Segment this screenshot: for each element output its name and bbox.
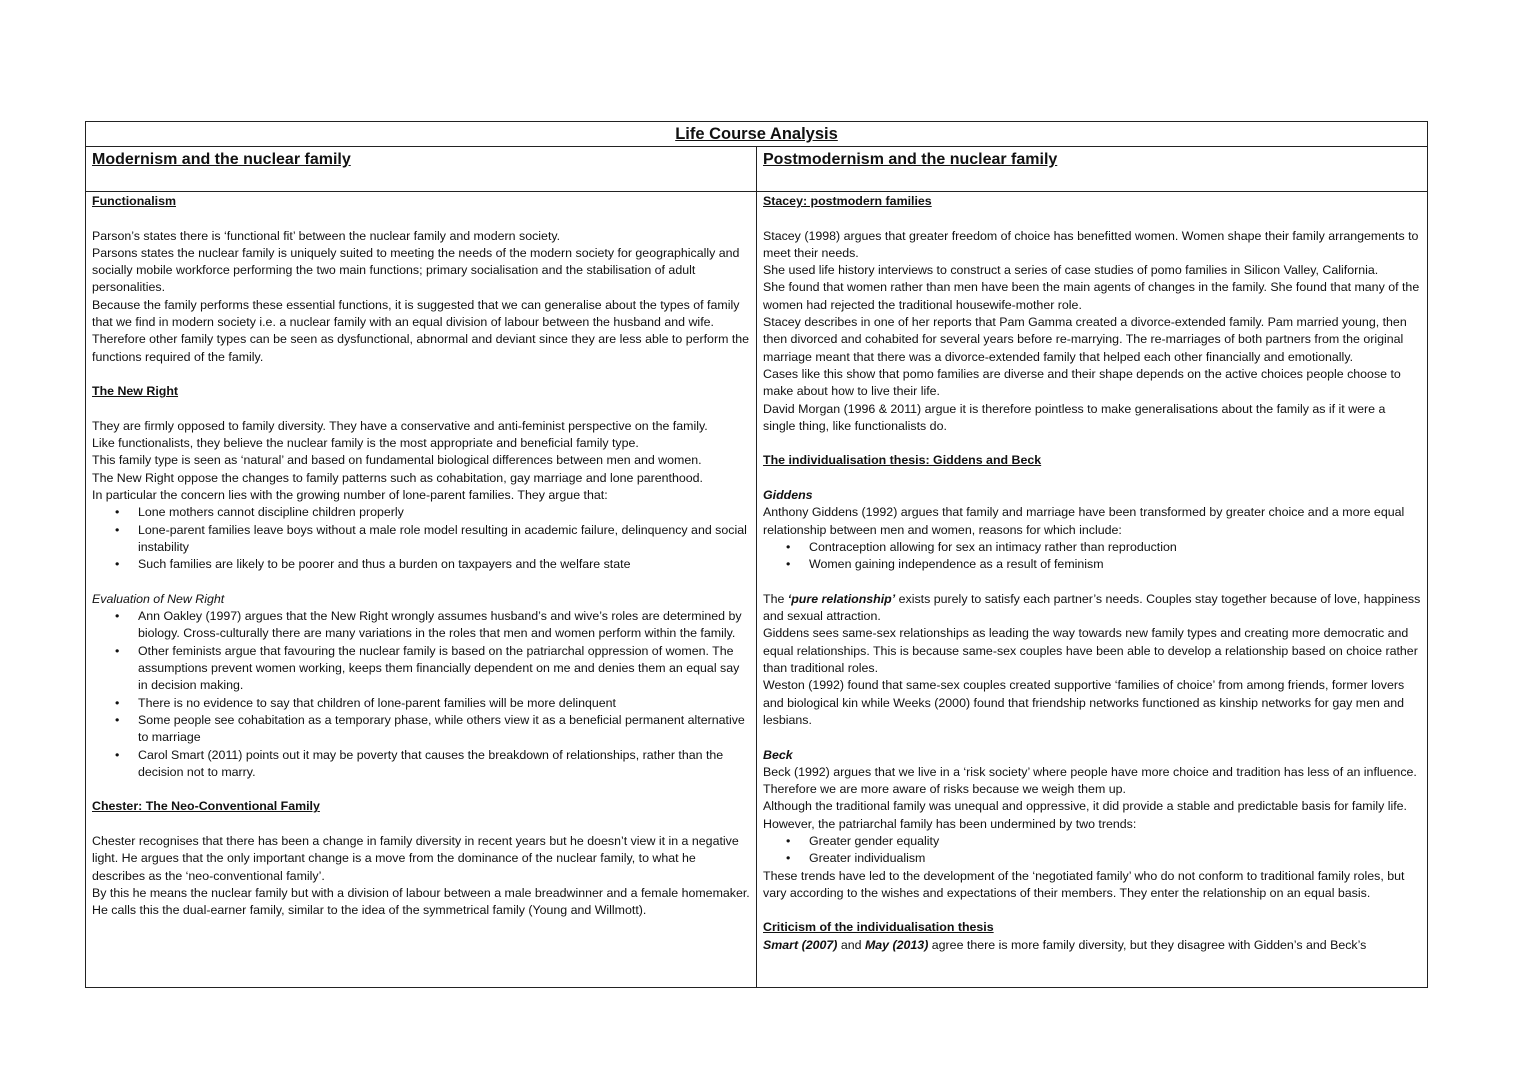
giddens-bullet-list: [763, 539, 1421, 574]
paragraph: She used life history interviews to construct a series of case studies of pomo families in Silicon Valley, California.: [763, 263, 1379, 278]
paragraph: This family type is seen as ‘natural’ and based on fundamental biological differences between men and women.: [92, 453, 702, 468]
paragraph: Therefore other family types can be seen as dysfunctional, abnormal and deviant since they are less able to perform the functions required of the family.: [92, 332, 750, 364]
bullet-item: • There is no evidence to say that children of lone-parent families will be more delinquent: [138, 695, 750, 712]
bullet-item: • Greater individualism: [809, 850, 1421, 867]
postmodernism-column: [757, 192, 1427, 987]
paragraph: David Morgan (1996 & 2011) argue it is therefore pointless to make generalisations about the family as if it were a single thing, like functionalists do.: [763, 401, 1386, 433]
criticism-paragraph: [763, 937, 1421, 954]
individualisation-heading: The individualisation thesis: Giddens and Beck: [763, 453, 1042, 468]
paragraph: In particular the concern lies with the growing number of lone-parent families. They argue that:: [92, 488, 608, 503]
pure-relationship-paragraph: [763, 591, 1421, 626]
content-row: [86, 192, 1427, 987]
bullet-item: • Lone mothers cannot discipline children properly: [138, 504, 750, 521]
reference-smart: Smart (2007): [763, 937, 838, 952]
bullet-item: • Contraception allowing for sex an intimacy rather than reproduction: [809, 539, 1421, 556]
modernism-column: [86, 192, 757, 987]
evaluation-bullet-list: [92, 608, 750, 781]
paragraph: Because the family performs these essential functions, it is suggested that we can generalise about the types of family that we find in modern society i.e. a nuclear family with an equal division of labour between the husband and wife.: [92, 297, 740, 330]
document-title: Life Course Analysis: [675, 125, 838, 143]
bullet-item: • Women gaining independence as a result of feminism: [809, 556, 1421, 573]
paragraph: These trends have led to the development of the ‘negotiated family’ who do not conform to traditional family roles, but vary according to the wishes and expectations of their members. They enter the relationship on an equal basis.: [763, 868, 1405, 900]
text-run: agree there is more family diversity, but they disagree with Gidden’s and Beck’s: [928, 937, 1367, 952]
bullet-item: • Greater gender equality: [809, 833, 1421, 850]
paragraph: Cases like this show that pomo families are diverse and their shape depends on the active choices people choose to make about how to live their life.: [763, 366, 1401, 399]
left-heading-cell: [86, 147, 757, 191]
evaluation-heading: Evaluation of New Right: [92, 591, 225, 606]
paragraph: Stacey (1998) argues that greater freedom of choice has benefitted women. Women shape their family arrangements to meet their needs.: [763, 228, 1419, 260]
beck-bullet-list: [763, 833, 1421, 868]
paragraph: Parson’s states there is ‘functional fit’ between the nuclear family and modern society.: [92, 228, 561, 243]
new-right-bullet-list: [92, 504, 750, 573]
modernism-heading: Modernism and the nuclear family: [92, 151, 351, 168]
text-run: The: [763, 591, 788, 606]
paragraph: They are firmly opposed to family diversity. They have a conservative and anti-feminist perspective on the family.: [92, 418, 708, 433]
paragraph: Like functionalists, they believe the nuclear family is the most appropriate and beneficial family type.: [92, 436, 639, 451]
beck-heading: Beck: [763, 747, 793, 762]
reference-may: May (2013): [864, 937, 929, 952]
bullet-item: • Lone-parent families leave boys without a male role model resulting in academic failure, delinquency and social instability: [138, 522, 750, 557]
giddens-heading: Giddens: [763, 488, 813, 503]
criticism-heading: Criticism of the individualisation thesis: [763, 920, 994, 935]
paragraph: Beck (1992) argues that we live in a ‘risk society’ where people have more choice and tradition has less of an influence. Therefore we are more aware of risks because we weigh them up.: [763, 764, 1417, 797]
document-table: [85, 121, 1428, 988]
bullet-item: • Other feminists argue that favouring the nuclear family is based on the patriarchal oppression of women. The assumptions prevent women working, keeps them financially dependent on me and denies them an equal say in decision making.: [138, 643, 750, 695]
text-run: exists purely to satisfy each partner’s needs. Couples stay together because of love, happiness and sexual attraction.: [763, 591, 1421, 624]
bullet-item: • Some people see cohabitation as a temporary phase, while others view it as a beneficial permanent alternative to marriage: [138, 712, 750, 747]
paragraph: Weston (1992) found that same-sex couples created supportive ‘families of choice’ from among friends, former lovers and biological kin while Weeks (2000) found that friendship networks functioned as kinship networks for gay men and lesbians.: [763, 678, 1405, 727]
functionalism-heading: Functionalism: [92, 194, 176, 208]
paragraph: The New Right oppose the changes to family patterns such as cohabitation, gay marriage and lone parenthood.: [92, 470, 703, 485]
bullet-item: • Such families are likely to be poorer and thus a burden on taxpayers and the welfare state: [138, 556, 750, 573]
right-heading-cell: [757, 147, 1427, 191]
paragraph: Giddens sees same-sex relationships as leading the way towards new family types and creating more democratic and equal relationships. This is because same-sex couples have been able to develop a relationship based on choice rather than traditional roles.: [763, 626, 1418, 676]
paragraph: Stacey describes in one of her reports that Pam Gamma created a divorce-extended family. Pam married young, then then divorced and cohabited for several years before re-marrying. The re-marriages of both partners from the original marriage meant that there was a divorce-extended family that helped each other financially and emotionally.: [763, 315, 1407, 364]
postmodernism-heading: Postmodernism and the nuclear family: [763, 151, 1058, 168]
column-headings-row: [86, 147, 1427, 192]
paragraph: Although the traditional family was unequal and oppressive, it did provide a stable and predictable basis for family life. However, the patriarchal family has been undermined by two trends:: [763, 799, 1407, 831]
pure-relationship-term: ‘pure relationship’: [787, 591, 896, 606]
paragraph: Parsons states the nuclear family is uniquely suited to meeting the needs of the modern society for geographically and socially mobile workforce performing the two main functions; primary socialisation and the stabilisation of adult personalities.: [92, 245, 740, 295]
bullet-item: • Carol Smart (2011) points out it may be poverty that causes the breakdown of relationships, rather than the decision not to marry.: [138, 747, 750, 782]
chester-heading: Chester: The Neo-Conventional Family: [92, 799, 320, 814]
document-title-cell: [86, 122, 1427, 147]
stacey-heading: Stacey: postmodern families: [763, 194, 932, 208]
new-right-heading: The New Right: [92, 384, 179, 399]
paragraph: Anthony Giddens (1992) argues that family and marriage have been transformed by greater choice and a more equal relationship between men and women, reasons for which include:: [763, 505, 1405, 537]
paragraph: By this he means the nuclear family but with a division of labour between a male breadwinner and a female homemaker. He calls this the dual-earner family, similar to the idea of the symmetrical family (Young and Willmott).: [92, 885, 750, 918]
paragraph: Chester recognises that there has been a change in family diversity in recent years but he doesn’t view it in a negative light. He argues that the only important change is a move from the dominance of the nuclear family, to what he describes as the ‘neo-conventional family’.: [92, 833, 739, 883]
paragraph: She found that women rather than men have been the main agents of changes in the family. She found that many of the women had rejected the traditional housewife-mother role.: [763, 280, 1420, 312]
text-run: and: [837, 937, 865, 952]
bullet-item: • Ann Oakley (1997) argues that the New Right wrongly assumes husband’s and wive’s roles are determined by biology. Cross-culturally there are many variations in the roles that men and women perform within the family.: [138, 608, 750, 643]
